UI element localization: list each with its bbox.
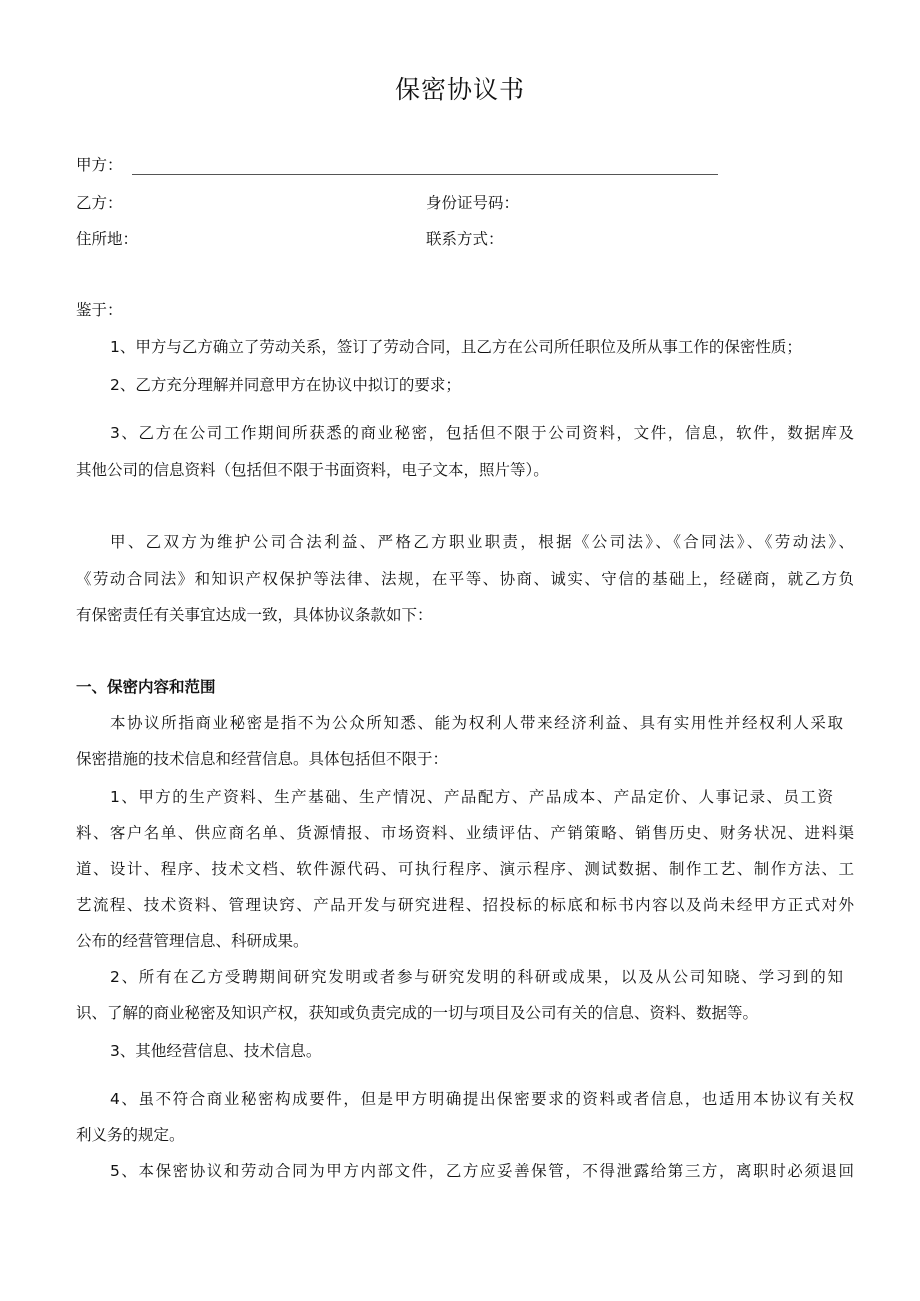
- item-5-line-1: 5、本保密协议和劳动合同为甲方内部文件，乙方应妥善保管，不得泄露给第三方，离职时必须退回: [110, 1162, 854, 1180]
- intro-line-3: 有保密责任有关事宜达成一致，具体协议条款如下：: [76, 606, 433, 624]
- party-b-label: 乙方：: [76, 194, 123, 212]
- item-4-line-2: 利义务的规定。: [76, 1126, 185, 1144]
- contact-label: 联系方式：: [426, 230, 504, 248]
- section-1-paragraph-line-2: 保密措施的技术信息和经营信息。具体包括但不限于：: [76, 750, 449, 768]
- section-1-heading: 一、保密内容和范围: [76, 678, 216, 696]
- item-4-line-1: 4、虽不符合商业秘密构成要件，但是甲方明确提出保密要求的资料或者信息，也适用本协议有关权: [110, 1090, 854, 1108]
- item-1-line-2: 料、客户名单、供应商名单、货源情报、市场资料、业绩评估、产销策略、销售历史、财务状况、进料渠: [76, 824, 854, 842]
- whereas-item-3-line-1: 3、乙方在公司工作期间所获悉的商业秘密，包括但不限于公司资料，文件，信息，软件，数据库及: [110, 424, 854, 442]
- item-1-line-3: 道、设计、程序、技术文档、软件源代码、可执行程序、演示程序、测试数据、制作工艺、制作方法、工: [76, 860, 854, 878]
- item-2-line-2: 识、了解的商业秘密及知识产权，获知或负责完成的一切与项目及公司有关的信息、资料、数据等。: [76, 1004, 759, 1022]
- item-1-line-5: 公布的经营管理信息、科研成果。: [76, 932, 309, 950]
- whereas-heading: 鉴于：: [76, 301, 123, 319]
- id-number-label: 身份证号码：: [426, 194, 520, 212]
- intro-line-2: 《劳动合同法》和知识产权保护等法律、法规，在平等、协商、诚实、守信的基础上，经磋商，就乙方负: [76, 570, 854, 588]
- intro-line-1: 甲、乙双方为维护公司合法利益、严格乙方职业职责，根据《公司法》、《合同法》、《劳动法》、: [110, 533, 854, 551]
- item-3: 3、其他经营信息、技术信息。: [110, 1042, 322, 1060]
- whereas-item-2: 2、乙方充分理解并同意甲方在协议中拟订的要求；: [110, 376, 461, 394]
- whereas-item-1: 1、甲方与乙方确立了劳动关系，签订了劳动合同，且乙方在公司所任职位及所从事工作的保密性质；: [110, 338, 802, 356]
- item-1-line-4: 艺流程、技术资料、管理诀窍、产品开发与研究进程、招投标的标底和标书内容以及尚未经甲方正式对外: [76, 896, 854, 914]
- whereas-item-3-line-2: 其他公司的信息资料（包括但不限于书面资料，电子文本，照片等）。: [76, 461, 549, 479]
- document-title: 保密协议书: [394, 75, 525, 104]
- section-1-paragraph-line-1: 本协议所指商业秘密是指不为公众所知悉、能为权利人带来经济利益、具有实用性并经权利人采取: [110, 714, 843, 732]
- item-2-line-1: 2、所有在乙方受聘期间研究发明或者参与研究发明的科研或成果，以及从公司知晓、学习到的知: [110, 968, 843, 986]
- item-1-line-1: 1、甲方的生产资料、生产基础、生产情况、产品配方、产品成本、产品定价、人事记录、员工资: [110, 788, 833, 806]
- address-label: 住所地：: [76, 230, 139, 248]
- party-a-label: 甲方：: [76, 156, 123, 174]
- party-a-fill-line: [132, 174, 718, 175]
